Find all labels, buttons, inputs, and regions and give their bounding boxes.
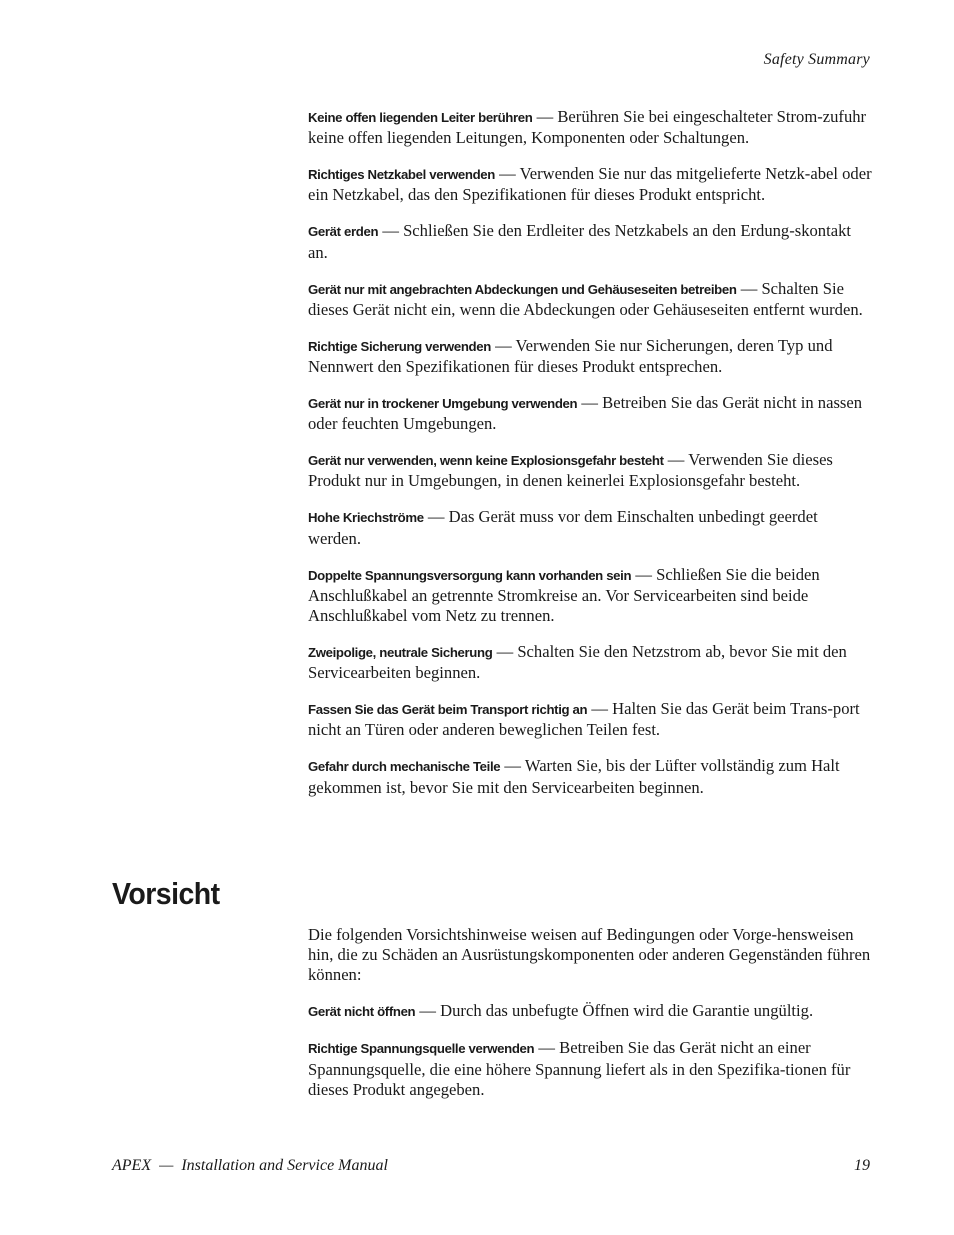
warning-item <box>308 164 874 205</box>
warning-text: — Betreiben Sie das Gerät nicht in nassen oder feuchten Umgebungen. <box>308 393 863 434</box>
warning-lead: Gefahr durch mechanische Teile <box>308 759 501 775</box>
caution-item <box>308 1001 874 1022</box>
warning-item <box>308 221 874 262</box>
caution-item <box>308 1038 874 1100</box>
warning-text: — Verwenden Sie nur das mitgelieferte Netzk-abel oder ein Netzkabel, das den Spezifikationen für dieses Produkt entspricht. <box>308 164 872 205</box>
warning-text: — Schließen Sie die beiden Anschlußkabel an getrennte Stromkreise an. Vor Servicearbeiten sind beide Anschlußkabel vom Netz zu trennen. <box>308 564 820 626</box>
footer-title: APEX — Installation and Service Manual <box>112 1157 388 1174</box>
page-footer <box>112 1157 870 1175</box>
caution-text: — Durch das unbefugte Öffnen wird die Garantie ungültig. <box>415 1001 814 1021</box>
warning-item <box>308 642 874 683</box>
warning-item <box>308 565 874 627</box>
warning-text: — Schließen Sie den Erdleiter des Netzkabels an den Erdung-skontakt an. <box>308 221 851 262</box>
warnings-list <box>308 107 874 814</box>
warning-item <box>308 756 874 797</box>
warning-lead: Gerät nur mit angebrachten Abdeckungen und Gehäuseseiten betreiben <box>308 281 737 297</box>
warning-item <box>308 450 874 491</box>
warning-lead: Gerät nur verwenden, wenn keine Explosionsgefahr besteht <box>308 453 664 469</box>
warning-item <box>308 507 874 548</box>
warning-text: — Berühren Sie bei eingeschalteter Strom-zufuhr keine offen liegenden Leitungen, Komponenten oder Schaltungen. <box>308 107 867 148</box>
warning-lead: Richtiges Netzkabel verwenden <box>308 167 495 183</box>
warning-lead: Keine offen liegenden Leiter berühren <box>308 110 533 125</box>
warning-text: — Verwenden Sie nur Sicherungen, deren Typ und Nennwert den Spezifikationen für dieses Produkt entsprechen. <box>308 335 833 377</box>
warning-text: — Verwenden Sie dieses Produkt nur in Umgebungen, in denen keinerlei Explosionsgefahr besteht. <box>308 450 833 491</box>
warning-lead: Zweipolige, neutrale Sicherung <box>308 645 493 661</box>
warning-text: — Schalten Sie dieses Gerät nicht ein, wenn die Abdeckungen oder Gehäuseseiten entfernt wurden. <box>308 278 863 319</box>
warning-lead: Gerät nur in trockener Umgebung verwenden <box>308 396 578 412</box>
warning-text: — Warten Sie, bis der Lüfter vollständig zum Halt gekommen ist, bevor Sie mit den Servicearbeiten beginnen. <box>308 756 840 797</box>
warning-item <box>308 393 874 434</box>
running-header: Safety Summary <box>763 51 870 68</box>
warning-lead: Richtige Sicherung verwenden <box>308 338 491 354</box>
caution-lead: Gerät nicht öffnen <box>308 1004 416 1020</box>
warning-item <box>308 107 874 148</box>
caution-text: — Betreiben Sie das Gerät nicht an einer Spannungsquelle, die eine höhere Spannung liefert als in den Spezifika-tionen für dieses Produkt angegeben. <box>308 1038 851 1099</box>
warning-lead: Fassen Sie das Gerät beim Transport richtig an <box>308 702 588 718</box>
warning-item <box>308 336 874 377</box>
caution-section <box>308 925 874 1116</box>
section-heading: Vorsicht <box>112 876 220 911</box>
warning-item <box>308 699 874 740</box>
warning-item <box>308 279 874 320</box>
warning-lead: Gerät erden <box>308 224 379 240</box>
warning-lead: Hohe Kriechströme <box>308 510 424 526</box>
warning-lead: Doppelte Spannungsversorgung kann vorhanden sein <box>308 567 632 583</box>
warning-text: — Schalten Sie den Netzstrom ab, bevor Sie mit den Servicearbeiten beginnen. <box>308 642 847 683</box>
warning-text: — Halten Sie das Gerät beim Trans-port nicht an Türen oder anderen beweglichen Teilen fest. <box>308 699 860 740</box>
warning-text: — Das Gerät muss vor dem Einschalten unbedingt geerdet werden. <box>308 507 818 548</box>
caution-intro: Die folgenden Vorsichtshinweise weisen auf Bedingungen oder Vorge-hensweisen hin, die zu Schäden an Ausrüstungskomponenten oder anderen Gegenständen führen können: <box>308 925 871 985</box>
caution-lead: Richtige Spannungsquelle verwenden <box>308 1041 535 1057</box>
page-number: 19 <box>854 1157 870 1174</box>
